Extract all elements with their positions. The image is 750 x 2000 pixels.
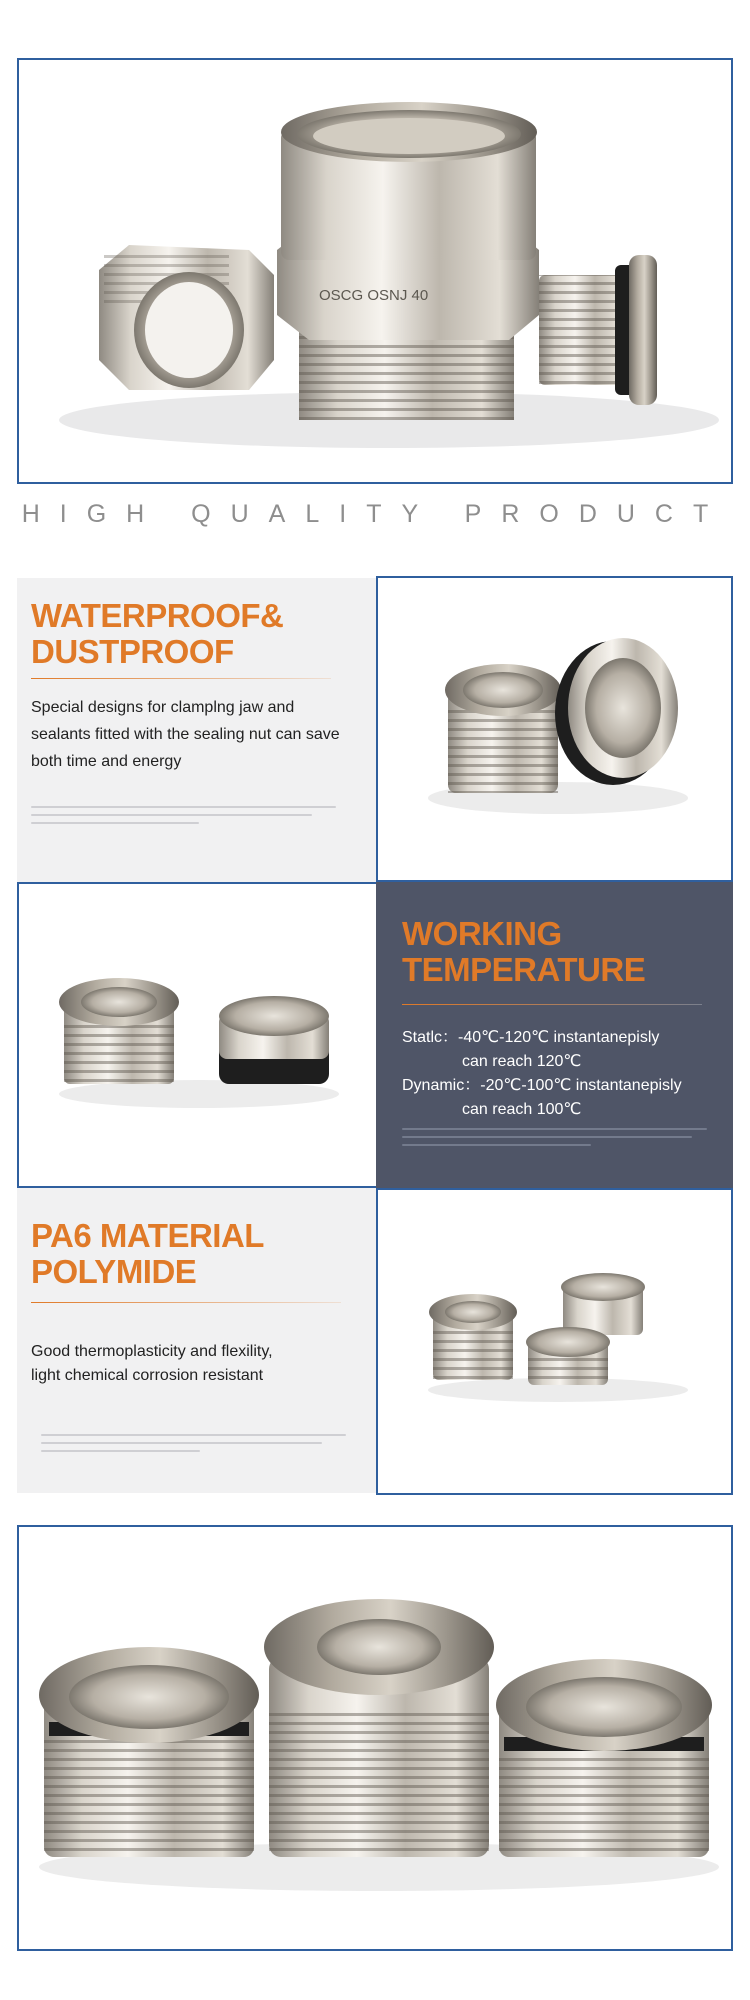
three-adapters-illustration (378, 1190, 731, 1493)
adapter-pair-side-illustration (19, 884, 376, 1186)
cable-gland-adapter-set-illustration (19, 60, 731, 482)
waterproof-divider (31, 678, 331, 679)
reducer-ring-left (99, 245, 274, 390)
waterproof-desc-line2: sealants fitted with the sealing nut can save (31, 726, 340, 743)
waterproof-product-photo (376, 576, 733, 882)
material-title-line2: POLYMIDE (31, 1253, 197, 1290)
waterproof-text-panel (17, 578, 378, 884)
temperature-product-photo (17, 882, 378, 1188)
reducer-adapter-right (539, 255, 657, 405)
reducer-closeup-right (496, 1659, 712, 1857)
static-temperature-line2: can reach 120℃ (462, 1053, 582, 1070)
material-desc-line1: Good thermoplasticity and flexility, (31, 1343, 273, 1360)
material-divider (31, 1302, 341, 1303)
dynamic-temperature-line1: Dynamic：-20℃-100℃ instantanepisly (402, 1077, 682, 1094)
material-title-line1: PA6 MATERIAL (31, 1217, 264, 1254)
waterproof-fine-print (31, 806, 336, 830)
hero-product-photo (17, 58, 733, 484)
three-reducers-closeup-illustration (19, 1527, 731, 1949)
material-product-photo (376, 1188, 733, 1495)
waterproof-desc-line1: Special designs for clamplng jaw and (31, 699, 295, 716)
temperature-text-panel (376, 882, 733, 1188)
reducer-adapter-center (277, 102, 539, 420)
waterproof-title-line1: WATERPROOF& (31, 597, 284, 634)
material-desc-line2: light chemical corrosion resistant (31, 1367, 264, 1384)
material-text-panel (17, 1188, 378, 1493)
bottom-product-photo (17, 1525, 733, 1951)
static-temperature-line1: Statlc：-40℃-120℃ instantanepisly (402, 1029, 660, 1046)
waterproof-title-line2: DUSTPROOF (31, 633, 234, 670)
reducer-closeup-center (264, 1599, 494, 1857)
temperature-divider (402, 1004, 702, 1005)
reducer-closeup-left (39, 1647, 259, 1857)
tagline: HIGH QUALITY PRODUCT (21, 500, 729, 528)
waterproof-desc-line3: both time and energy (31, 753, 182, 770)
material-fine-print (41, 1434, 346, 1458)
dynamic-temperature-line2: can reach 100℃ (462, 1101, 582, 1118)
temperature-title-line2: TEMPERATURE (402, 951, 646, 988)
temperature-fine-print (402, 1128, 707, 1152)
product-marking-text: OSCG OSNJ 40 (319, 287, 429, 304)
temperature-title-line1: WORKING (402, 915, 562, 952)
adapter-pair-illustration (378, 578, 731, 880)
